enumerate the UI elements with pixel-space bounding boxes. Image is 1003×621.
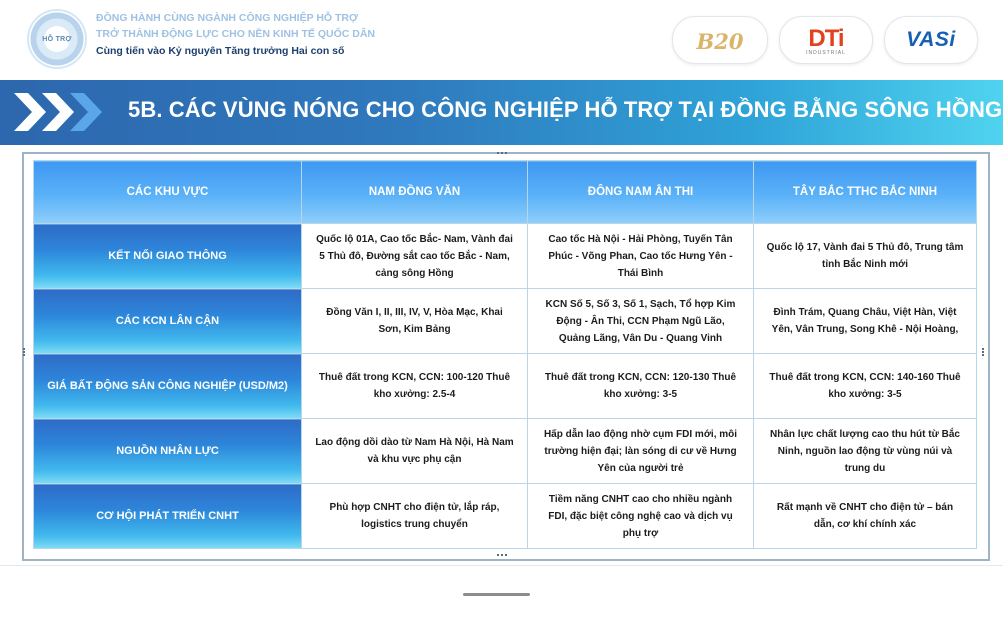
table-cell: Quốc lộ 17, Vành đai 5 Thủ đô, Trung tâm tỉnh Bắc Ninh mới <box>754 224 977 289</box>
table-cell: Rất mạnh về CNHT cho điện tử – bán dẫn, cơ khí chính xác <box>754 484 977 549</box>
event-logo <box>27 9 87 69</box>
row-label: NGUỒN NHÂN LỰC <box>34 419 302 484</box>
dti-logo-text: DTi <box>808 25 844 52</box>
table-cell: Thuê đất trong KCN, CCN: 100-120 Thuê kho xưởng: 2.5-4 <box>302 354 528 419</box>
tagline-line-2: TRỞ THÀNH ĐỘNG LỰC CHO NỀN KINH TẾ QUỐC DÂN <box>96 28 375 40</box>
table-cell: Thuê đất trong KCN, CCN: 120-130 Thuê kho xưởng: 3-5 <box>528 354 754 419</box>
row-label: CÁC KCN LÂN CẬN <box>34 289 302 354</box>
table-cell: Nhân lực chất lượng cao thu hút từ Bắc Ninh, nguồn lao động từ vùng núi và trung du <box>754 419 977 484</box>
table-cell: Phù hợp CNHT cho điện tử, lắp ráp, logistics trung chuyển <box>302 484 528 549</box>
chevrons-icon <box>12 91 108 133</box>
table-cell: Hấp dẫn lao động nhờ cụm FDI mới, môi trường hiện đại; làn sóng di cư về Hưng Yên của người trẻ <box>528 419 754 484</box>
section-banner <box>0 80 1003 145</box>
vasi-logo <box>884 16 978 64</box>
resize-handle-bottom[interactable] <box>496 553 510 557</box>
b20-logo <box>672 16 768 64</box>
home-indicator[interactable] <box>463 593 530 596</box>
resize-handle-top[interactable] <box>496 151 510 155</box>
table-cell: Thuê đất trong KCN, CCN: 140-160 Thuê kho xưởng: 3-5 <box>754 354 977 419</box>
resize-handle-left[interactable] <box>22 347 26 361</box>
divider <box>0 565 1003 566</box>
table-cell: Quốc lộ 01A, Cao tốc Bắc- Nam, Vành đai 5 Thủ đô, Đường sắt cao tốc Bắc - Nam, cảng sông Hồng <box>302 224 528 289</box>
header-cell-regions: CÁC KHU VỰC <box>34 161 302 224</box>
table-row <box>34 419 977 484</box>
b20-logo-text: B20 <box>696 29 744 54</box>
hotspot-table <box>33 160 977 549</box>
row-label: GIÁ BẤT ĐỘNG SẢN CÔNG NGHIỆP (USD/M2) <box>34 354 302 419</box>
section-title: 5B. CÁC VÙNG NÓNG CHO CÔNG NGHIỆP HỖ TRỢ TẠI ĐỒNG BẰNG SÔNG HỒNG <box>128 97 1003 122</box>
resize-handle-right[interactable] <box>981 347 985 361</box>
header-cell-tay-bac-bac-ninh: TÂY BẮC TTHC BẮC NINH <box>754 161 977 224</box>
dti-logo-subtext: INDUSTRIAL <box>806 50 846 56</box>
table-cell: KCN Số 5, Số 3, Số 1, Sạch, Tổ hợp Kim Động - Ân Thi, CCN Phạm Ngũ Lão, Quảng Lãng, Vân Du - Quang Vinh <box>528 289 754 354</box>
header-cell-dong-nam-an-thi: ĐÔNG NAM ÂN THI <box>528 161 754 224</box>
row-label: CƠ HỘI PHÁT TRIỂN CNHT <box>34 484 302 549</box>
dti-logo <box>779 16 873 64</box>
table-cell: Tiềm năng CNHT cao cho nhiều ngành FDI, đặc biệt công nghệ cao và dịch vụ phụ trợ <box>528 484 754 549</box>
event-logo-text: HỖ TRỢ <box>42 36 72 43</box>
table-row <box>34 289 977 354</box>
table-row <box>34 354 977 419</box>
table-cell: Cao tốc Hà Nội - Hải Phòng, Tuyến Tân Phúc - Võng Phan, Cao tốc Hưng Yên - Thái Bình <box>528 224 754 289</box>
header-cell-nam-dong-van: NAM ĐỒNG VĂN <box>302 161 528 224</box>
header <box>0 0 1003 80</box>
table-cell: Lao động dồi dào từ Nam Hà Nội, Hà Nam và khu vực phụ cận <box>302 419 528 484</box>
table-cell: Đình Trám, Quang Châu, Việt Hàn, Việt Yên, Vân Trung, Song Khê - Nội Hoàng, <box>754 289 977 354</box>
table-row <box>34 484 977 549</box>
row-label: KẾT NỐI GIAO THÔNG <box>34 224 302 289</box>
table-cell: Đồng Văn I, II, III, IV, V, Hòa Mạc, Khai Sơn, Kim Bảng <box>302 289 528 354</box>
tagline-line-3: Cùng tiến vào Kỷ nguyên Tăng trưởng Hai con số <box>96 45 345 57</box>
vasi-logo-text: VASi <box>906 28 956 51</box>
tagline-line-1: ĐỒNG HÀNH CÙNG NGÀNH CÔNG NGHIỆP HỖ TRỢ <box>96 12 358 24</box>
table-row <box>34 224 977 289</box>
